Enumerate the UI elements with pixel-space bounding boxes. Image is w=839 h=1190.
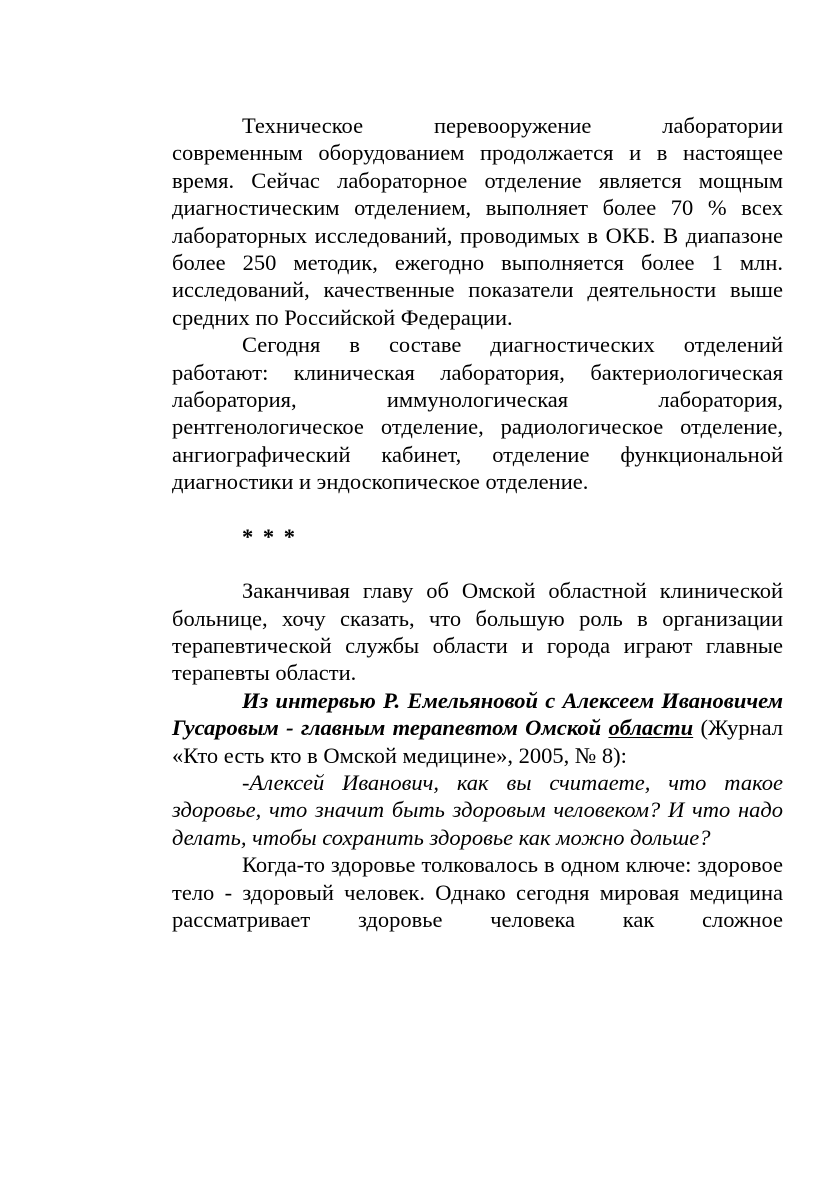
- interview-citation: (Журнал «Кто есть кто в Омской медицине», 2005, № 8):: [172, 715, 783, 768]
- section-separator: * * *: [242, 523, 297, 549]
- paragraph-chief-therapists: Заканчивая главу об Омской областной клинической больнице, хочу сказать, что большую роль в организации терапевтической службы области и города играют главные терапевты области.: [172, 578, 783, 686]
- paragraph-interview-question: -Алексей Иванович, как вы считаете, что такое здоровье, что значит быть здоровым человеком? И что надо делать, чтобы сохранить здоровье как можно дольше?: [172, 769, 783, 850]
- document-page: [172, 112, 783, 933]
- interview-title-underlined: области: [608, 715, 694, 741]
- paragraph-interview-source: [172, 687, 783, 769]
- paragraph-lab-reequipment: Техническое перевооружение лаборатории современным оборудованием продолжается и в настоящее время. Сейчас лабораторное отделение является мощным диагностическим отделением, выполняет более 70 % всех лабораторных исследований, проводимых в ОКБ. В диапазоне более 250 методик, ежегодно выполняется более 1 млн. исследований, качественные показатели деятельности выше средних по Российской Федерации.: [172, 113, 783, 330]
- paragraph-interview-answer: Когда-то здоровье толковалось в одном ключе: здоровое тело - здоровый человек. Однако сегодня мировая медицина рассматривает здоровье человека как сложное: [172, 852, 783, 932]
- blank-line: [172, 496, 783, 523]
- interview-title: Из интервью Р. Емельяновой с Алексеем Ивановичем Гусаровым - главным терапевтом Омской: [172, 687, 783, 741]
- paragraph-diagnostic-departments: Сегодня в составе диагностических отделений работают: клиническая лаборатория, бактериологическая лаборатория, иммунологическая лаборатория, рентгенологическое отделение, радиологическое отделение, ангиографический кабинет, отделение функциональной диагностики и эндоскопическое отделение.: [172, 332, 783, 495]
- blank-line: [172, 550, 783, 577]
